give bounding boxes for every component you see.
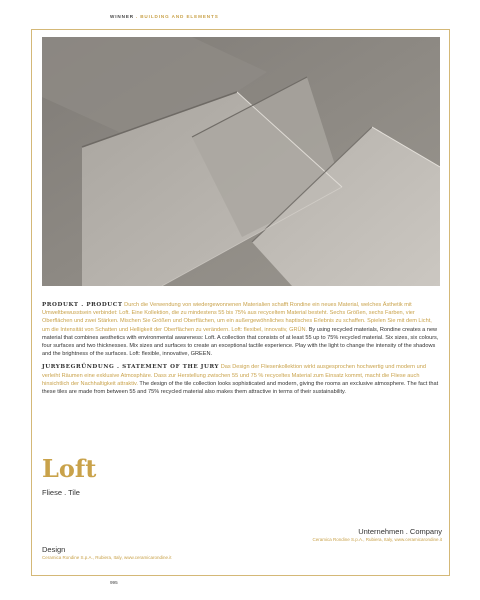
page-number: 995 xyxy=(110,580,118,585)
product-title: Loft xyxy=(42,454,97,483)
design-label: Design xyxy=(42,545,66,554)
jury-text-english: The design of the tile collection looks sophisticated and modern, giving the rooms an exclusive atmosphere. The fact that these tiles are made from between 55 and 75% recycled material also makes them attractive in terms of their sustainability. xyxy=(42,380,439,396)
product-text-german: Durch die Verwendung von wiedergewonnenen Materialien schafft Rondine ein neues Material, welches Ästhetik mit Umweltbewusstsein verbindet: Loft. Eine Kollektion, die zu mindestens 55 bis 75% aus recyceltem Material besteht. Sechs Größen, sechs Farben, vier Oberflächen und zwei Stärken. Mischen Sie Größen und Oberflächen, um ein außergewöhnliches haptisches Erlebnis zu schaffen. Spielen Sie mit dem Licht, um die Intensität von Schatten und Helligkeit der Oberflächen zu verändern. Loft: flexibel, innovativ, GRÜN. xyxy=(42,302,432,333)
company-label: Unternehmen . Company xyxy=(358,527,442,536)
header-subcategory: BUILDING AND ELEMENTS xyxy=(140,14,219,19)
tile-illustration xyxy=(42,37,440,286)
jury-paragraph xyxy=(42,363,440,396)
jury-label: JURYBEGRÜNDUNG . STATEMENT OF THE JURY xyxy=(42,364,220,371)
page-header xyxy=(110,14,219,19)
product-label: PRODUKT . PRODUCT xyxy=(42,302,123,308)
product-text-english: By using recycled materials, Rondine creates a new material that combines aesthetics with environmental awareness: Loft. A collection that consists of at least 55 up to 75% recycled material. Six sizes, six colours, four surfaces and two thicknesses. Mix sizes and surfaces to create an exceptional tactile experience. Play with the light to change the intensity of the shadows and the brightness of the surfaces. Loft: flexible, innovative, GREEN. xyxy=(42,326,439,358)
product-paragraph xyxy=(42,301,440,358)
description-block xyxy=(42,301,440,401)
header-category: WINNER xyxy=(110,14,135,19)
design-name: Ceramica Rondine S.p.A., Rubiera, Italy, www.ceramicarondine.it xyxy=(42,555,172,560)
product-subtitle: Fliese . Tile xyxy=(42,488,80,497)
header-separator: . xyxy=(136,14,139,19)
company-name: Ceramica Rondine S.p.A., Rubiera, Italy, www.ceramicarondine.it xyxy=(312,537,442,542)
product-photo xyxy=(42,37,440,286)
jury-text-german: Das Design der Fliesenkollektion wirkt ausgesprochen hochwertig und modern und verleiht Räumen eine exklusive Atmosphäre. Dass zur Herstellung zwischen 55 und 75 % recyceltes Material zum Einsatz kommt, macht die Fliese auch hinsichtlich der Nachhaltigkeit attraktiv. xyxy=(42,364,426,387)
